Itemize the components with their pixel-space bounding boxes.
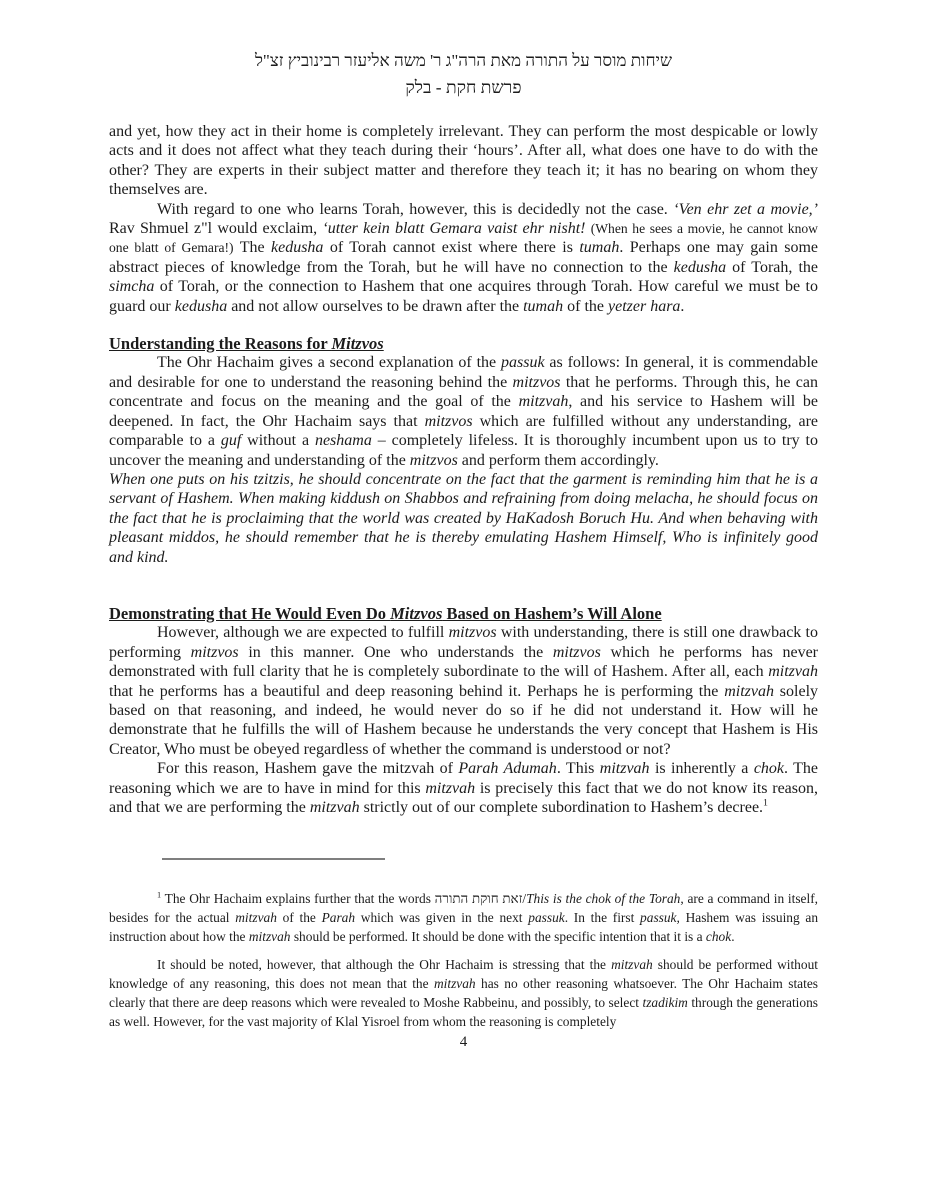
document-header xyxy=(109,50,818,98)
body-paragraph: With regard to one who learns Torah, however, this is decidedly not the case. ‘Ven ehr zet a movie,’ Rav Shmuel z"l would exclaim, ‘utter kein blatt Gemara vaist ehr nisht! (When he sees a movie, he cannot know one blatt of Gemara!) The kedusha of Torah cannot exist where there is tumah. Perhaps one may gain some abstract pieces of knowledge from the Torah, but he will have no connection to the kedusha of Torah, the simcha of Torah, or the connection to Hashem that one acquires through Torah. How careful we must be to guard our kedusha and not allow ourselves to be drawn after the tumah of the yetzer hara. xyxy=(109,200,819,315)
section-heading: Demonstrating that He Would Even Do Mitzvos Based on Hashem’s Will Alone xyxy=(109,603,662,623)
block-quote: When one puts on his tzitzis, he should concentrate on the fact that the garment is reminding him that he is a servant of Hashem. When making kiddush on Shabbos and refraining from doing melacha, he should focus on the fact that he is proclaiming that the world was created by HaKadosh Boruch Hu. And when behaving with pleasant middos, he should remember that he is thereby emulating Hashem Himself, Who is infinitely good and kind. xyxy=(109,470,818,566)
page-number: 4 xyxy=(459,1034,468,1051)
body-paragraph: The Ohr Hachaim gives a second explanation of the passuk as follows: In general, it is commendable and desirable for one to understand the reasoning behind the mitzvos that he performs. Through this, he can concentrate and focus on the meaning and the goal of the mitzvah, and his service to Hashem will be deepened. In fact, the Ohr Hachaim says that mitzvos which are fulfilled without any understanding, are comparable to a guf without a neshama – completely lifeless. It is thoroughly incumbent upon us to try to uncover the meaning and understanding of the mitzvos and perform them accordingly. xyxy=(109,354,819,469)
body-paragraph: For this reason, Hashem gave the mitzvah of Parah Adumah. This mitzvah is inherently a chok. The reasoning which we are to have in mind for this mitzvah is precisely this fact that we do not know its reason, and that we are performing the mitzvah strictly out of our complete subordination to Hashem’s decree.$^1$ xyxy=(109,760,819,816)
header-hebrew-title: שיחות מוסר על התורה מאת הרה"ג ר' משה אליעזר רבינוביץ זצ"ל xyxy=(254,51,673,70)
footnote-separator xyxy=(162,858,385,860)
footnote-paragraph: It should be noted, however, that although the Ohr Hachaim is stressing that the mitzvah should be performed without knowledge of any reasoning, this does not mean that the mitzvah has no other reasoning whatsoever. The Ohr Hachaim states clearly that there are deep reasons which were revealed to Moshe Rabbeinu, and possibly, to select tzadikim through the generations as well. However, for the vast majority of Klal Yisroel from whom the reasoning is completely xyxy=(109,957,818,1030)
header-parsha-line: פרשת חקת - בלק xyxy=(405,77,522,97)
footnote-paragraph: $^1$ The Ohr Hachaim explains further that the words זאת חוקת התורה/This is the chok of the Torah, are a command in itself, besides for the actual mitzvah of the Parah which was given in the next passuk. In the first passuk, Hashem was issuing an instruction about how the mitzvah should be performed. It should be done with the specific intention that it is a chok. xyxy=(109,890,819,945)
footnote-area xyxy=(109,889,818,1031)
body-paragraph: However, although we are expected to fulfill mitzvos with understanding, there is still one drawback to performing mitzvos in this manner. One who understands the mitzvos which he performs has never demonstrated with full clarity that he is completely subordinate to the will of Hashem. After all, each mitzvah that he performs has a beautiful and deep reasoning behind it. Perhaps he is performing the mitzvah solely based on that reasoning, and indeed, he would never do so if he did not understand it. How will he demonstrate that he fulfills the will of Hashem because he understands the very concept that Hashem is His Creator, Who must be obeyed regardless of whether the command is understood or not? xyxy=(109,624,819,758)
document-body xyxy=(109,122,818,817)
body-paragraph: and yet, how they act in their home is completely irrelevant. They can perform the most despicable or lowly acts and it does not affect what they teach during their ‘hours’. After all, what does one have to do with the other? They are experts in their subject matter and therefore they teach it; it has no bearing on whom they themselves are. xyxy=(109,123,818,199)
section-heading: Understanding the Reasons for Mitzvos xyxy=(109,334,384,354)
